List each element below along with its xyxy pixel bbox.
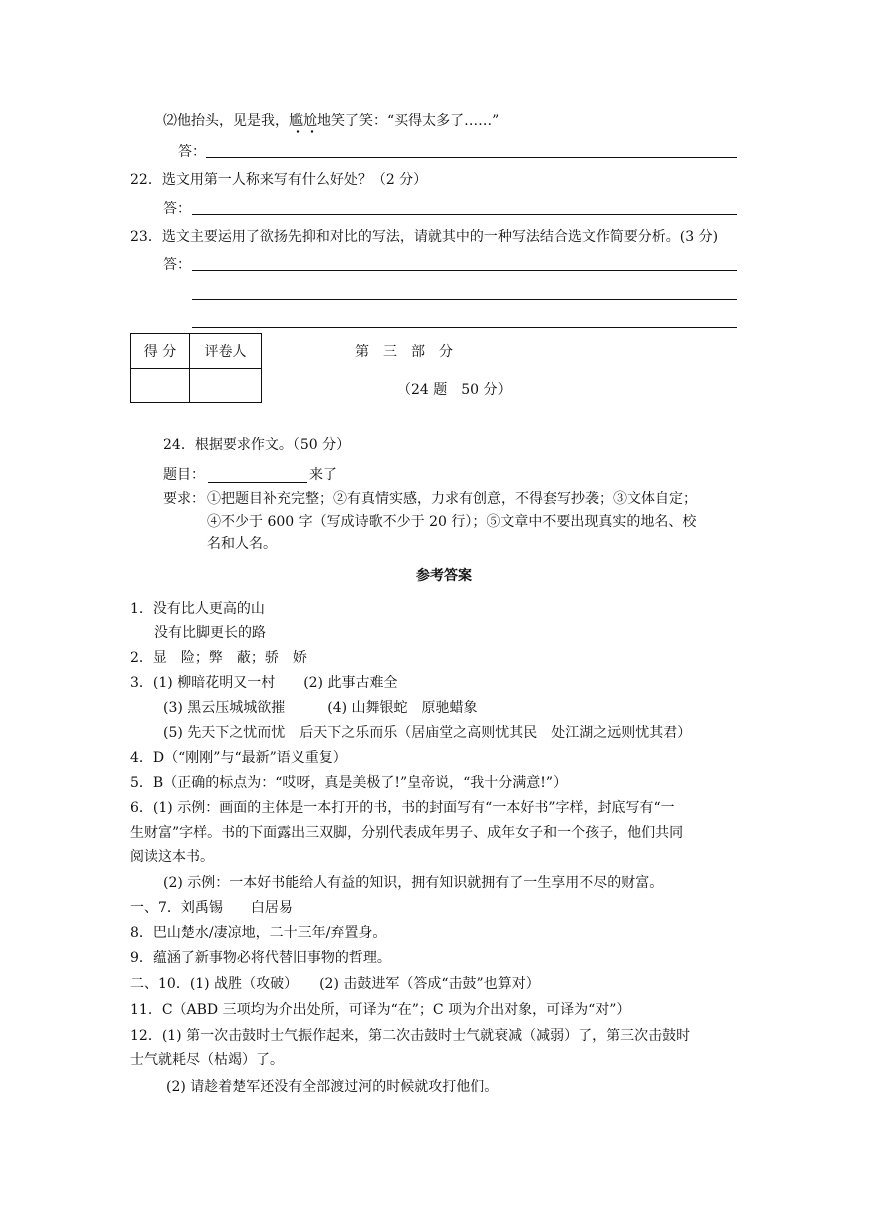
answers-title: 参考答案: [416, 568, 472, 584]
q22-answer-line[interactable]: [192, 214, 737, 215]
q24-req-line-1: ①把题目补充完整；②有真情实感，力求有创意，不得套写抄袭；③文体自定；: [207, 491, 697, 507]
answer-line: 一、7．刘禹锡 白居易: [130, 900, 293, 916]
q24-topic-label: 题目：: [163, 467, 205, 483]
q24-topic-blank[interactable]: [208, 482, 307, 483]
answer-line: 8．巴山楚水/凄凉地，二十三年/弃置身。: [130, 925, 387, 941]
answer-line: 1．没有比人更高的山: [130, 601, 265, 617]
score-cell[interactable]: [131, 369, 190, 403]
part3-title: 第 三 部 分: [355, 344, 453, 360]
q23-answer-line-3[interactable]: [192, 327, 737, 328]
answer-line: (2) 示例：一本好书能给人有益的知识，拥有知识就拥有了一生享用不尽的财富。: [163, 875, 664, 891]
answer-line: 没有比脚更长的路: [154, 625, 266, 641]
q22-answer-label: 答：: [163, 201, 191, 217]
answer-line: 2．显 险；弊 蔽；骄 娇: [130, 650, 307, 666]
q23-answer-label: 答：: [163, 257, 191, 273]
q23-answer-line-1[interactable]: [192, 270, 737, 271]
answer-line: 5．B（正确的标点为：“哎呀，真是美极了!”皇帝说，“我十分满意!”）: [130, 775, 568, 791]
score-header: 得 分: [131, 334, 190, 369]
answer-line: 9．蕴涵了新事物必将代替旧事物的哲理。: [130, 950, 391, 966]
answer-line: 6．(1) 示例：画面的主体是一本打开的书，书的封面写有“一本好书”字样，封底写有“一: [130, 800, 675, 816]
q24-topic-suffix: 来了: [309, 467, 337, 483]
q23-question: 23．选文主要运用了欲扬先抑和对比的写法，请就其中的一种写法结合选文作简要分析。(3 分): [130, 229, 719, 245]
q24-req-line-2: ④不少于 600 字（写成诗歌不少于 20 行）；⑤文章中不要出现真实的地名、校: [207, 514, 697, 530]
answer-line: 士气就耗尽（枯竭）了。: [130, 1052, 284, 1068]
q21-2-text: ⑵他抬头，见是我，尴尬地笑了笑：“买得太多了……”: [163, 113, 500, 129]
answer-line: (5) 先天下之忧而忧 后天下之乐而乐（居庙堂之高则忧其民 处江湖之远则忧其君）: [163, 725, 692, 741]
q21-answer-label: 答：: [178, 144, 206, 160]
answer-line: 3．(1) 柳暗花明又一村 (2) 此事古难全: [130, 675, 398, 691]
answer-line: 二、10．(1) 战胜（攻破） (2) 击鼓进军（答成“击鼓”也算对）: [130, 976, 540, 992]
q22-question: 22．选文用第一人称来写有什么好处？（2 分）: [130, 172, 428, 188]
grader-cell[interactable]: [190, 369, 262, 403]
answer-line: 4．D（“刚刚”与“最新”语义重复）: [130, 750, 347, 766]
answer-line: (2) 请趁着楚军还没有全部渡过河的时候就攻打他们。: [166, 1079, 499, 1095]
answer-line: 生财富”字样。书的下面露出三双脚，分别代表成年男子、成年女子和一个孩子，他们共同: [130, 825, 684, 841]
q24-req-label: 要求：: [163, 491, 205, 507]
score-table: [130, 333, 262, 403]
part3-subtitle: （24 题 50 分）: [397, 382, 512, 398]
q24-req-line-3: 名和人名。: [207, 536, 277, 552]
dotted-emphasis: 尴尬: [289, 113, 317, 129]
q24-question: 24．根据要求作文。（50 分）: [163, 437, 351, 453]
q21-answer-line[interactable]: [206, 157, 737, 158]
answer-line: 12．(1) 第一次击鼓时士气振作起来，第二次击鼓时士气就衰减（减弱）了，第三次击鼓时: [130, 1028, 691, 1044]
answer-line: 阅读这本书。: [130, 849, 214, 865]
answer-line: 11．C（ABD 三项均为介出处所，可译为“在”；C 项为介出对象，可译为“对”）: [130, 1002, 631, 1018]
answer-line: (3) 黑云压城城欲摧 (4) 山舞银蛇 原驰蜡象: [163, 700, 478, 716]
grader-header: 评卷人: [190, 334, 262, 369]
q23-answer-line-2[interactable]: [192, 299, 737, 300]
